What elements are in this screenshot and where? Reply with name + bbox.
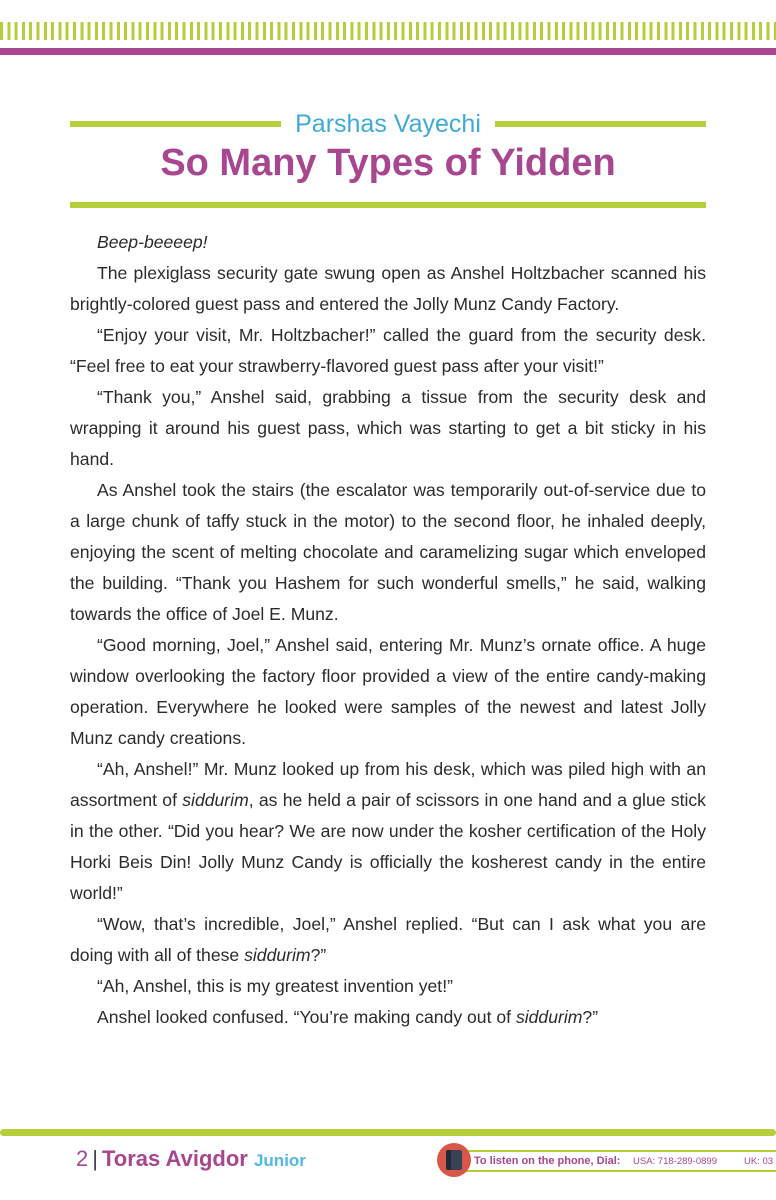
paragraph (70, 258, 706, 320)
usa-number: USA: 718-289-0899 (633, 1156, 717, 1167)
paragraph (70, 382, 706, 475)
page-number: 2 (76, 1146, 89, 1171)
text: “Enjoy your visit, Mr. Holtzbacher!” called the guard from the security desk. “Feel free to eat your strawberry-flavored guest pass after your visit!” (70, 325, 706, 376)
text: ?” (310, 945, 327, 965)
divider (495, 121, 706, 127)
footer-brand (76, 1146, 306, 1172)
paragraph (70, 971, 706, 1002)
parsha-subtitle: Parshas Vayechi (295, 109, 481, 138)
divider (70, 121, 281, 127)
phone-icon (437, 1143, 471, 1177)
paragraph (70, 754, 706, 909)
text: “Wow, that’s incredible, Joel,” Anshel replied. “But can I ask what you are doing with all of these (70, 914, 706, 965)
phone-info (460, 1150, 776, 1172)
top-tick-border (0, 22, 776, 40)
phone-label: To listen on the phone, Dial: (474, 1155, 621, 1167)
italic-text: siddurim (244, 945, 311, 965)
paragraph (70, 227, 706, 258)
text: The plexiglass security gate swung open as Anshel Holtzbacher scanned his brightly-colored guest pass and entered the Jolly Munz Candy Factory. (70, 263, 706, 314)
paragraph (70, 909, 706, 971)
paragraph (70, 630, 706, 754)
text: ?” (582, 1007, 599, 1027)
story-body (70, 227, 706, 1033)
text: Anshel looked confused. “You’re making candy out of (97, 1007, 516, 1027)
text: , as he held a pair of scissors in one hand and a glue stick in the other. “Did you hear? We are now under the kosher certification of the Holy Horki Beis Din! Jolly Munz Candy is officially the kosherest candy in the entire world!” (70, 790, 706, 903)
page-title: So Many Types of Yidden (160, 142, 616, 184)
footer-rule (0, 1129, 776, 1136)
subtitle-row (70, 108, 706, 140)
text: “Thank you,” Anshel said, grabbing a tissue from the security desk and wrapping it around his guest pass, which was starting to get a bit sticky in his hand. (70, 387, 706, 469)
paragraph (70, 475, 706, 630)
divider (70, 202, 706, 208)
italic-text: siddurim (182, 790, 249, 810)
uk-number: UK: 03 (744, 1156, 774, 1167)
separator: | (92, 1146, 98, 1171)
text: “Ah, Anshel!” Mr. Munz looked up from his desk, which was piled high with an assortment of (70, 759, 706, 810)
text: “Good morning, Joel,” Anshel said, entering Mr. Munz’s ornate office. A huge window overlooking the factory floor provided a view of the entire candy-making operation. Everywhere he looked were samples of the newest and latest Jolly Munz candy creations. (70, 635, 706, 748)
text: “Ah, Anshel, this is my greatest invention yet!” (97, 976, 453, 996)
top-bar (0, 48, 776, 55)
brand-suffix: Junior (253, 1151, 306, 1170)
brand-name: Toras Avigdor (101, 1146, 248, 1171)
italic-text: Beep-beeeep! (97, 232, 208, 252)
text: As Anshel took the stairs (the escalator was temporarily out-of-service due to a large chunk of taffy stuck in the motor) to the second floor, he inhaled deeply, enjoying the scent of melting chocolate and caramelizing sugar which enveloped the building. “Thank you Hashem for such wonderful smells,” he said, walking towards the office of Joel E. Munz. (70, 480, 706, 624)
paragraph (70, 320, 706, 382)
italic-text: siddurim (515, 1007, 583, 1027)
paragraph (70, 1002, 706, 1033)
